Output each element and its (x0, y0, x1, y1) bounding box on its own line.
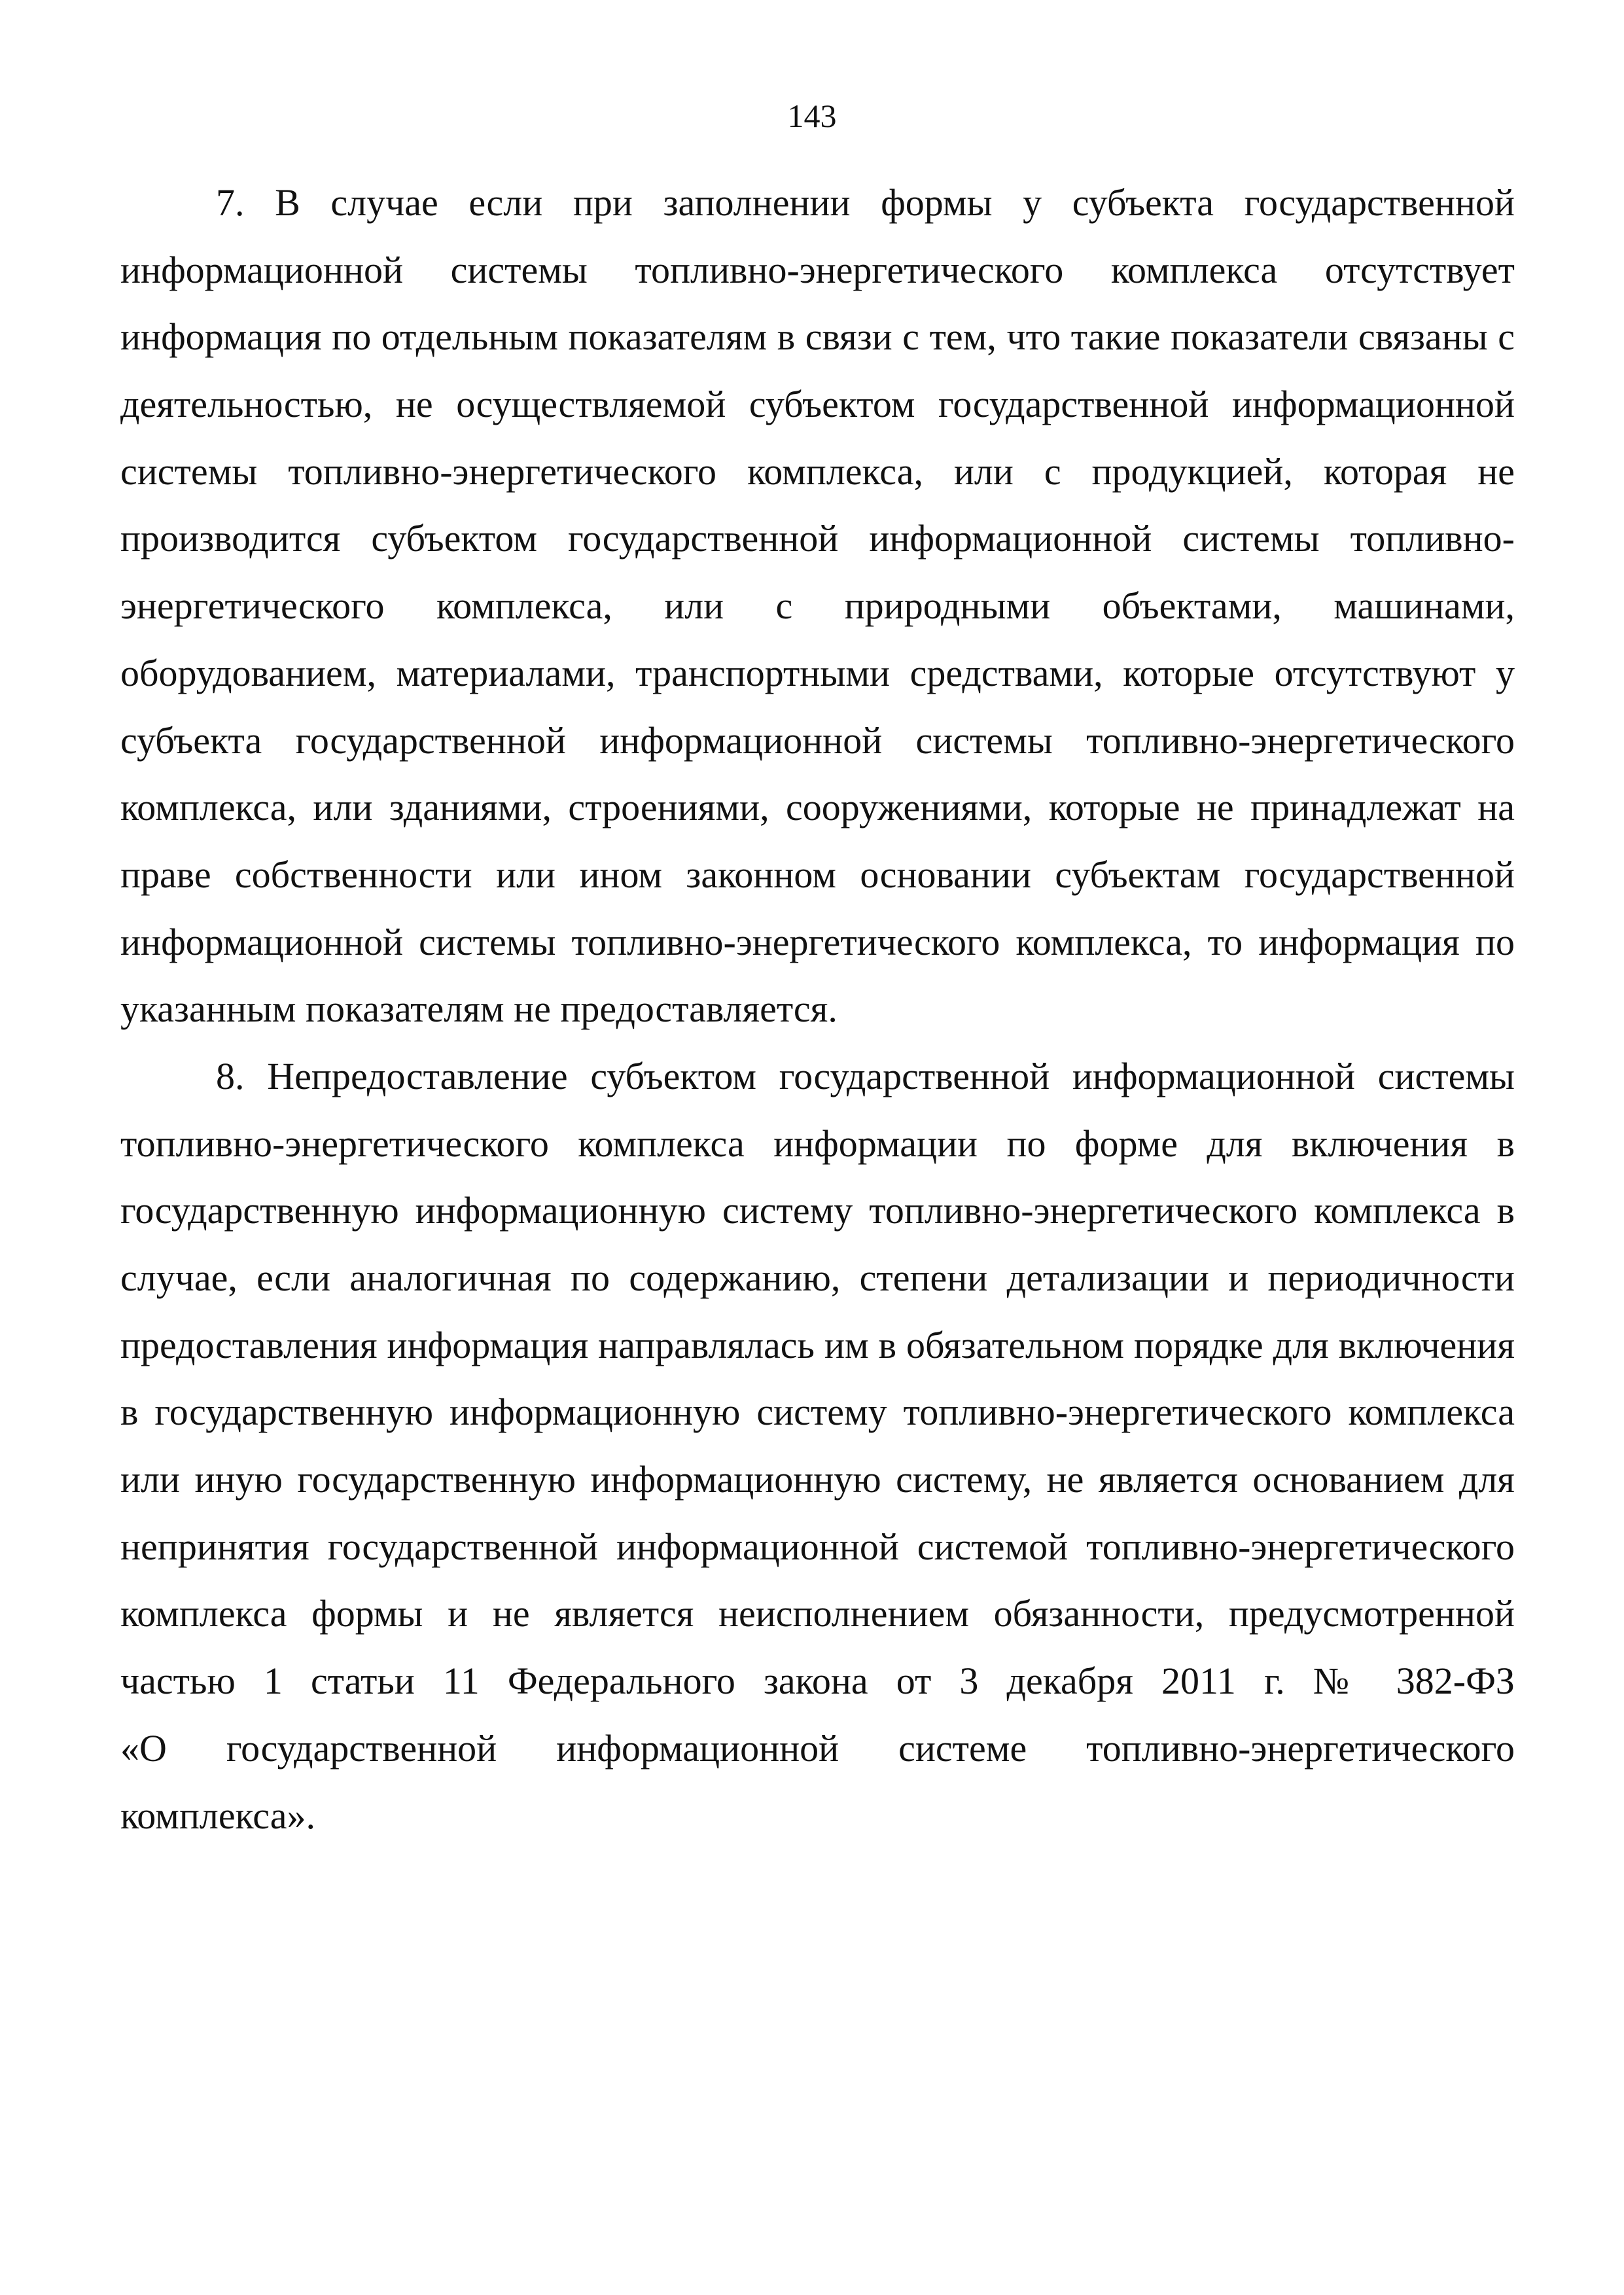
text-line: случае, если аналогичная по содержанию, степени детализации и периодичности (120, 1256, 1515, 1299)
page-number: 143 (787, 98, 837, 134)
text-line: информационной системы топливно-энергетического комплекса, то информация по (120, 920, 1515, 963)
text-line: топливно-энергетического комплекса информации по форме для включения в (120, 1122, 1515, 1165)
text-line: частью 1 статьи 11 Федерального закона от 3 декабря 2011 г. № 382-ФЗ (120, 1660, 1515, 1703)
text-line: предоставления информация направлялась им в обязательном порядке для включения (120, 1323, 1515, 1366)
paragraph-7 (120, 169, 1515, 1043)
text-line: указанным показателям не предоставляется. (120, 987, 838, 1031)
text-line: комплекса». (120, 1794, 315, 1837)
text-line: комплекса формы и не является неисполнением обязанности, предусмотренной (120, 1592, 1515, 1635)
text-line: субъекта государственной информационной системы топливно-энергетического (120, 719, 1515, 762)
text-line: 8. Непредоставление субъектом государственной информационной системы (216, 1054, 1515, 1097)
text-line: системы топливно-энергетического комплекса, или с продукцией, которая не (120, 450, 1515, 493)
document-body (120, 169, 1515, 1849)
text-line: информационной системы топливно-энергетического комплекса отсутствует (120, 248, 1515, 291)
text-line: или иную государственную информационную систему, не является основанием для (120, 1458, 1515, 1501)
text-line: информация по отдельным показателям в связи с тем, что такие показатели связаны с (120, 315, 1515, 359)
text-line: энергетического комплекса, или с природными объектами, машинами, (120, 584, 1515, 628)
paragraph-8 (120, 1043, 1515, 1849)
text-line: деятельностью, не осуществляемой субъектом государственной информационной (120, 383, 1515, 426)
text-line: 7. В случае если при заполнении формы у субъекта государственной (216, 181, 1515, 224)
text-line: комплекса, или зданиями, строениями, сооружениями, которые не принадлежат на (120, 786, 1515, 829)
text-line: «О государственной информационной системе топливно-энергетического (120, 1726, 1515, 1770)
text-line: в государственную информационную систему топливно-энергетического комплекса (120, 1391, 1515, 1434)
text-line: производится субъектом государственной информационной системы топливно- (120, 517, 1515, 560)
text-line: оборудованием, материалами, транспортными средствами, которые отсутствуют у (120, 651, 1515, 694)
text-line: непринятия государственной информационной системой топливно-энергетического (120, 1525, 1515, 1568)
text-line: праве собственности или ином законном основании субъектам государственной (120, 853, 1515, 896)
text-line: государственную информационную систему топливно-энергетического комплекса в (120, 1189, 1515, 1232)
